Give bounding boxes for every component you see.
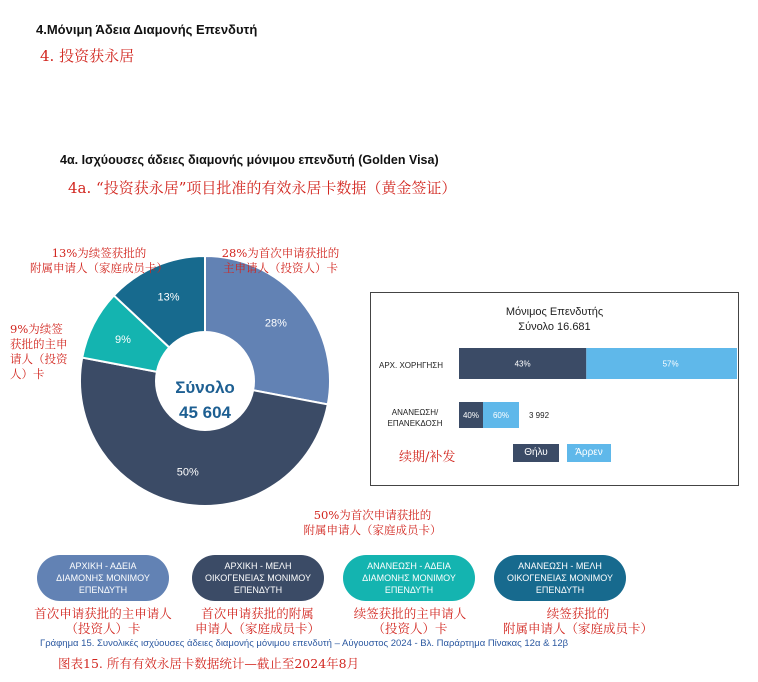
figure-caption: Γράφημα 15. Συνολικές ισχύουσες άδειες διαμονής μόνιμου επενδυτή – Αύγουστος 2024 - Βλ. Παράρτημα Πίνακας 12α & 12β <box>40 638 569 649</box>
legend-cn <box>478 606 678 636</box>
donut-slice-label: 50% <box>176 466 199 479</box>
legend-pill-initial-family: ΑΡΧΙΚΗ - ΜΕΛΗ ΟΙΚΟΓΕΝΕΙΑΣ ΜΟΝΙΜΟΥ ΕΠΕΝΔΥΤΗ <box>192 555 324 601</box>
bar-segment-label: 43% <box>514 359 531 369</box>
figure-caption-cn: 图表15. 所有有效永居卡数据统计—截止至2024年8月 <box>58 656 360 671</box>
legend-pill-renewal-family: ΑΝΑΝΕΩΣΗ - ΜΕΛΗ ΟΙΚΟΓΕΝΕΙΑΣ ΜΟΝΙΜΟΥ ΕΠΕΝΔΥΤΗ <box>494 555 626 601</box>
legend-cn-line: （投资人）卡 <box>65 621 141 636</box>
legend-cn-line: 附属申请人（家庭成员卡） <box>502 621 653 636</box>
annotation-line: 获批的主申 <box>10 337 68 351</box>
annotation-top-left <box>14 246 184 276</box>
bar-segment-label: 40% <box>462 411 480 420</box>
annotation-line: 附属申请人（家庭成员卡） <box>30 261 168 275</box>
bar-segment-label: 57% <box>662 359 679 369</box>
annotation-line: 9%为续签 <box>10 322 63 336</box>
donut-slice-label: 9% <box>115 334 131 347</box>
annotation-line: 人）卡 <box>10 367 45 381</box>
annotation-line: 主申请人（投资人）卡 <box>223 261 338 275</box>
legend-cn-line: 首次申请获批的附属 <box>201 606 314 621</box>
donut-slice-label: 28% <box>264 317 287 330</box>
legend-pill-renewal-investor: ΑΝΑΝΕΩΣΗ - ΑΔΕΙΑ ΔΙΑΜΟΝΗΣ ΜΟΝΙΜΟΥ ΕΠΕΝΔΥΤΗ <box>343 555 475 601</box>
bar-total-label: 3 992 <box>529 411 550 420</box>
section-title: 4.Μόνιμη Άδεια Διαμονής Επενδυτή <box>36 22 258 37</box>
donut-slice-label: 13% <box>157 291 180 304</box>
legend-pill-initial-investor: ΑΡΧΙΚΗ - ΑΔΕΙΑ ΔΙΑΜΟΝΗΣ ΜΟΝΙΜΟΥ ΕΠΕΝΔΥΤΗ <box>37 555 169 601</box>
legend-cn-line: 申请人（家庭成员卡） <box>194 621 320 636</box>
legend-cn-line: （投资人）卡 <box>372 621 448 636</box>
bar-chart-subtitle: Σύνολο 16.681 <box>518 321 591 333</box>
donut-center-label: Σύνολο <box>175 378 235 397</box>
legend-cn-line: 续签获批的主申请人 <box>353 606 467 621</box>
subsection-title: 4α. Ισχύουσες άδειες διαμονής μόνιμου επενδυτή (Golden Visa) <box>60 153 439 167</box>
annotation-line: 附属申请人（家庭成员卡） <box>303 523 442 537</box>
subsection-title-cn: 4a. “投资获永居”项目批准的有效永居卡数据（黄金签证） <box>68 179 457 197</box>
bar-category-label: ΑΡΧ. ΧΟΡΗΓΗΣΗ <box>379 361 444 370</box>
bar-segment-label: 60% <box>492 411 510 420</box>
annotation-line: 请人（投资 <box>10 352 68 366</box>
annotation-bottom <box>285 508 460 538</box>
legend-cn <box>335 606 485 636</box>
bar-chart-panel <box>370 292 739 486</box>
donut-chart <box>78 255 338 515</box>
bar-category-label: ΑΝΑΝΕΩΣΗ/ ΕΠΑΝΕΚΔΟΣΗ <box>387 408 443 428</box>
donut-center-value: 45 604 <box>179 403 231 422</box>
legend-female: Θήλυ <box>513 444 559 462</box>
legend-cn <box>180 606 335 636</box>
annotation-line: 28%为首次申请获批的 <box>221 246 340 260</box>
legend-cn-line: 续签获批的 <box>546 606 610 621</box>
annotation-line: 13%为续签获批的 <box>51 246 147 260</box>
annotation-line: 50%为首次申请获批的 <box>313 508 432 522</box>
section-title-cn: 4. 投资获永居 <box>40 47 135 65</box>
legend-cn-line: 首次申请获批的主申请人 <box>34 606 172 621</box>
bar-annotation-cn: 续期/补发 <box>399 450 456 465</box>
annotation-top-right <box>198 246 363 276</box>
legend-male: Άρρεν <box>567 444 611 462</box>
bar-chart-title: Μόνιμος Επενδυτής <box>505 306 604 318</box>
legend-cn <box>23 606 183 636</box>
annotation-left <box>10 322 80 382</box>
